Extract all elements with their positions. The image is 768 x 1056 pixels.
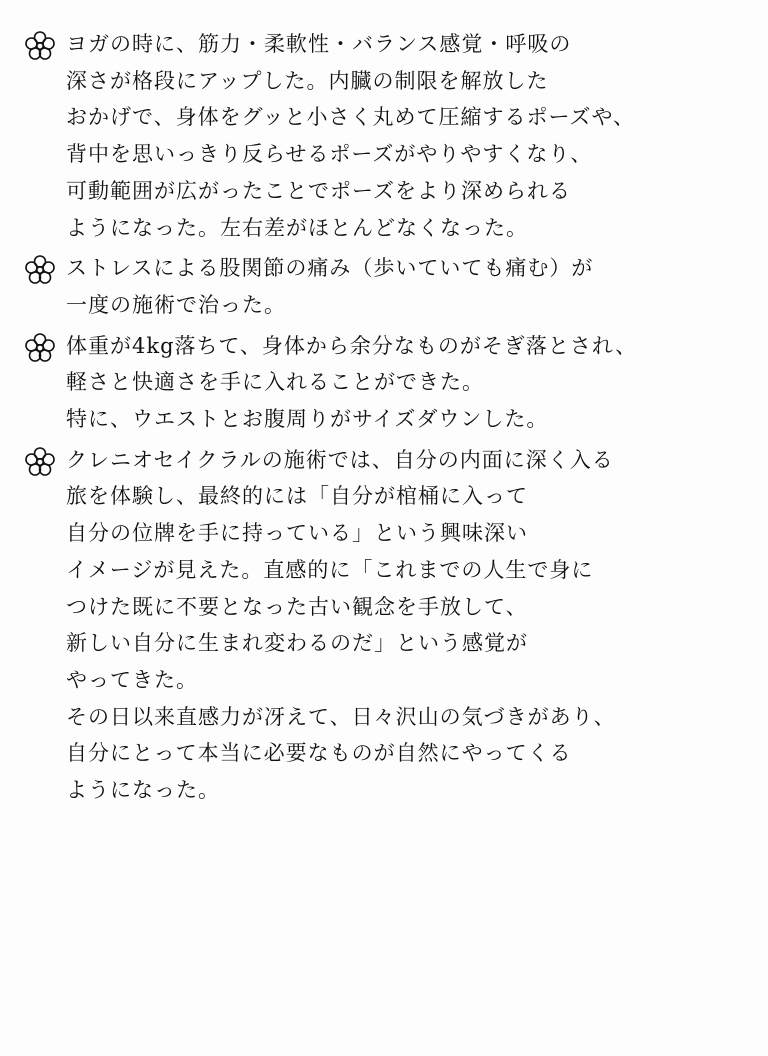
note-line: 軽さと快適さを手に入れることができた。: [66, 370, 484, 395]
note-line: つけた既に不要となった古い観念を手放して、: [66, 594, 528, 619]
note-line: 特に、ウエストとお腹周りがサイズダウンした。: [66, 407, 549, 432]
note-line: 旅を体験し、最終的には「自分が棺桶に入って: [66, 484, 528, 509]
note-entry-yoga: [24, 26, 748, 246]
flower-icon: [24, 446, 56, 478]
note-line: 深さが格段にアップした。内臓の制限を解放した: [66, 68, 549, 93]
note-line: 可動範囲が広がったことでポーズをより深められる: [66, 178, 571, 203]
note-line: おかげで、身体をグッと小さく丸めて圧縮するポーズや、: [66, 105, 636, 130]
note-line: ようになった。左右差がほとんどなくなった。: [66, 215, 528, 240]
note-line: その日以来直感力が冴えて、日々沢山の気づきがあり、: [66, 704, 616, 729]
note-line: 体重が4kg落ちて、身体から余分なものがそぎ落とされ、: [66, 333, 638, 358]
note-line: 背中を思いっきり反らせるポーズがやりやすくなり、: [66, 142, 593, 167]
note-line: 自分にとって本当に必要なものが自然にやってくる: [66, 741, 572, 766]
note-line: 新しい自分に生まれ変わるのだ」という感覚が: [66, 631, 528, 656]
flower-icon: [24, 254, 56, 286]
testimonial-notes: [24, 26, 748, 809]
note-line: 自分の位牌を手に持っている」という興味深い: [66, 521, 528, 546]
flower-icon: [24, 332, 56, 364]
note-entry-hip-pain: [24, 250, 748, 323]
flower-icon: [24, 30, 56, 62]
note-line: イメージが見えた。直感的に「これまでの人生で身に: [66, 557, 594, 582]
note-line: 一度の施術で治った。: [66, 292, 286, 317]
note-line: やってきた。: [66, 667, 198, 692]
note-line: ストレスによる股関節の痛み（歩いていても痛む）が: [66, 256, 594, 281]
note-line: クレニオセイクラルの施術では、自分の内面に深く入る: [66, 447, 614, 472]
note-line: ヨガの時に、筋力・柔軟性・バランス感覚・呼吸の: [66, 32, 572, 56]
note-line: ようになった。: [66, 778, 220, 803]
note-entry-craniosacral: [24, 442, 748, 809]
note-entry-weight: [24, 328, 748, 438]
